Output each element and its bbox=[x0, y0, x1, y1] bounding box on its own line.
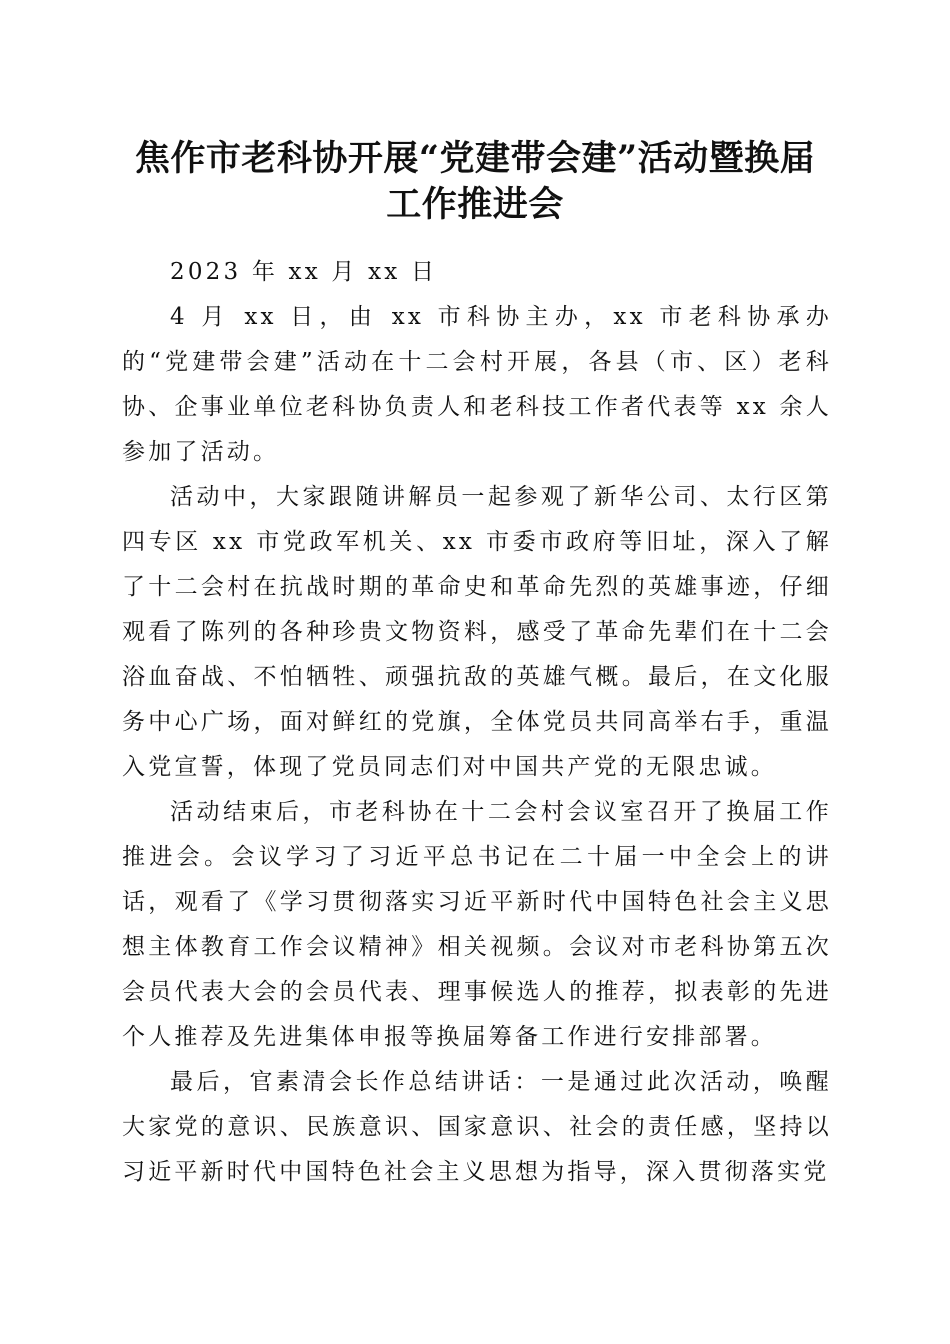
title-line-2: 工作推进会 bbox=[386, 184, 564, 225]
paragraph-2: 活动中，大家跟随讲解员一起参观了新华公司、太行区第四专区 xx 市党政军机关、xx 市委市政府等旧址，深入了解了十二会村在抗战时期的革命史和革命先烈的英雄事迹，仔细观看了陈列的各种珍贵文物资料，感受了革命先辈们在十二会浴血奋战、不怕牺牲、顽强抗敌的英雄气概。最后，在文化服务中心广场，面对鲜红的党旗，全体党员共同高举右手，重温入党宣誓，体现了党员同志们对中国共产党的无限忠诚。 bbox=[122, 484, 832, 780]
document-date: 2023 年 xx 月 xx 日 bbox=[170, 259, 438, 285]
title-line-1: 焦作市老科协开展“党建带会建”活动暨换届 bbox=[134, 138, 816, 179]
paragraph-3: 活动结束后，市老科协在十二会村会议室召开了换届工作推进会。会议学习了习近平总书记在二十届一中全会上的讲话，观看了《学习贯彻落实习近平新时代中国特色社会主义思想主体教育工作会议精神》相关视频。会议对市老科协第五次会员代表大会的会员代表、理事候选人的推荐，拟表彰的先进个人推荐及先进集体申报等换届筹备工作进行安排部署。 bbox=[122, 799, 832, 1050]
paragraph-4: 最后，官素清会长作总结讲话：一是通过此次活动，唤醒大家党的意识、民族意识、国家意识、社会的责任感，坚持以习近平新时代中国特色社会主义思想为指导，深入贯彻落实党 bbox=[122, 1069, 832, 1185]
document-title bbox=[110, 136, 840, 228]
paragraph-1: 4 月 xx 日，由 xx 市科协主办，xx 市老科协承办的“党建带会建”活动在十二会村开展，各县（市、区）老科协、企事业单位老科协负责人和老科技工作者代表等 xx 余人参加了活动。 bbox=[122, 304, 832, 465]
document-body bbox=[122, 250, 832, 1195]
